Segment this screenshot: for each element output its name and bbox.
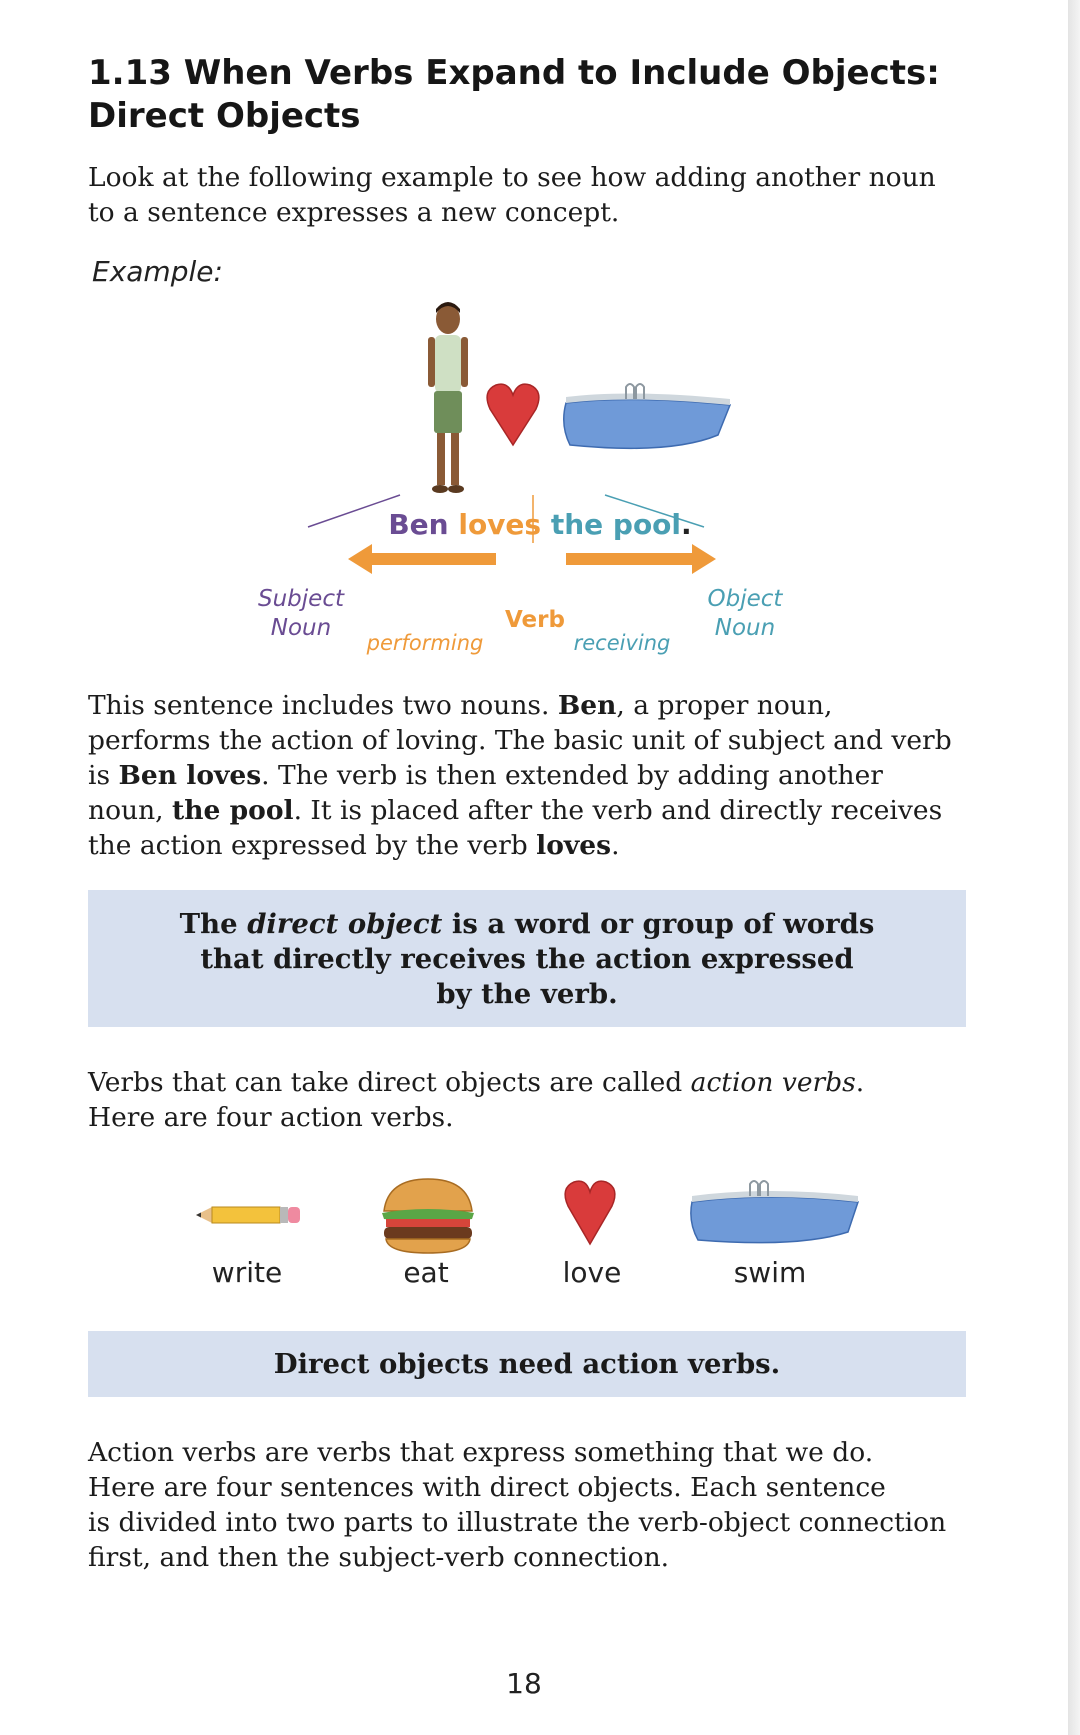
explanation-line: This sentence includes two nouns. Ben, a proper noun, <box>88 690 833 721</box>
definition-callout <box>88 890 966 1027</box>
pencil-icon <box>190 1195 310 1235</box>
verb-label-love: love <box>562 1256 622 1289</box>
performing-label: performing <box>366 631 484 655</box>
page-number: 18 <box>506 1667 542 1700</box>
explanation-line: the action expressed by the verb loves. <box>88 830 620 861</box>
verb-label: Verb <box>505 607 565 633</box>
action-verbs-line: Here are four action verbs. <box>88 1102 454 1133</box>
sentence-verb: loves <box>458 508 542 541</box>
sentence-diagram <box>258 295 810 665</box>
heading-line-2: Direct Objects <box>88 96 361 136</box>
heart-icon <box>560 1178 620 1248</box>
definition-line: The direct object is a word or group of words <box>179 908 875 940</box>
sentence-subject: Ben <box>388 508 449 541</box>
definition-line: that directly receives the action expressed <box>200 943 854 975</box>
page-edge-shadow <box>1068 0 1080 1735</box>
receiving-label: receiving <box>573 631 671 655</box>
definition-line: by the verb. <box>436 978 618 1010</box>
object-noun-label <box>690 585 800 643</box>
pool-icon <box>564 384 730 448</box>
performing-arrow <box>348 544 496 574</box>
heading-line-1: 1.13 When Verbs Expand to Include Objects: <box>88 53 940 93</box>
verb-label-eat: eat <box>403 1256 449 1289</box>
explanation-line: is Ben loves. The verb is then extended by adding another <box>88 760 883 791</box>
closing-line: first, and then the subject-verb connection. <box>88 1542 670 1573</box>
intro-line: to a sentence expresses a new concept. <box>88 197 620 228</box>
subject-label-line: Noun <box>270 615 332 641</box>
closing-line: Action verbs are verbs that express something that we do. <box>88 1437 874 1468</box>
verb-label-write: write <box>211 1256 283 1289</box>
verb-label-swim: swim <box>733 1256 807 1289</box>
closing-paragraph <box>88 1435 988 1575</box>
object-label-line: Object <box>707 586 783 612</box>
explanation-line: performs the action of loving. The basic unit of subject and verb <box>88 725 952 756</box>
boy-illustration <box>428 302 468 493</box>
section-heading <box>88 52 988 138</box>
example-label: Example: <box>92 255 223 288</box>
sentence-object: the pool <box>550 508 682 541</box>
receiving-arrow <box>566 544 716 574</box>
hamburger-icon <box>378 1175 478 1255</box>
object-label-line: Noun <box>714 615 776 641</box>
explanation-line: noun, the pool. It is placed after the verb and directly receives <box>88 795 943 826</box>
closing-line: is divided into two parts to illustrate the verb-object connection <box>88 1507 947 1538</box>
sentence-period: . <box>681 508 692 541</box>
explanation-paragraph <box>88 688 988 863</box>
subject-label-line: Subject <box>258 586 344 612</box>
pool-icon <box>688 1178 863 1248</box>
example-sentence <box>270 508 810 541</box>
intro-paragraph <box>88 160 988 230</box>
action-verbs-paragraph <box>88 1065 988 1135</box>
rule-callout: Direct objects need action verbs. <box>88 1331 966 1397</box>
action-verbs-line: Verbs that can take direct objects are called action verbs. <box>88 1067 865 1098</box>
heart-icon <box>487 384 539 445</box>
intro-line: Look at the following example to see how adding another noun <box>88 162 936 193</box>
subject-noun-label <box>246 585 356 643</box>
closing-line: Here are four sentences with direct objects. Each sentence <box>88 1472 886 1503</box>
